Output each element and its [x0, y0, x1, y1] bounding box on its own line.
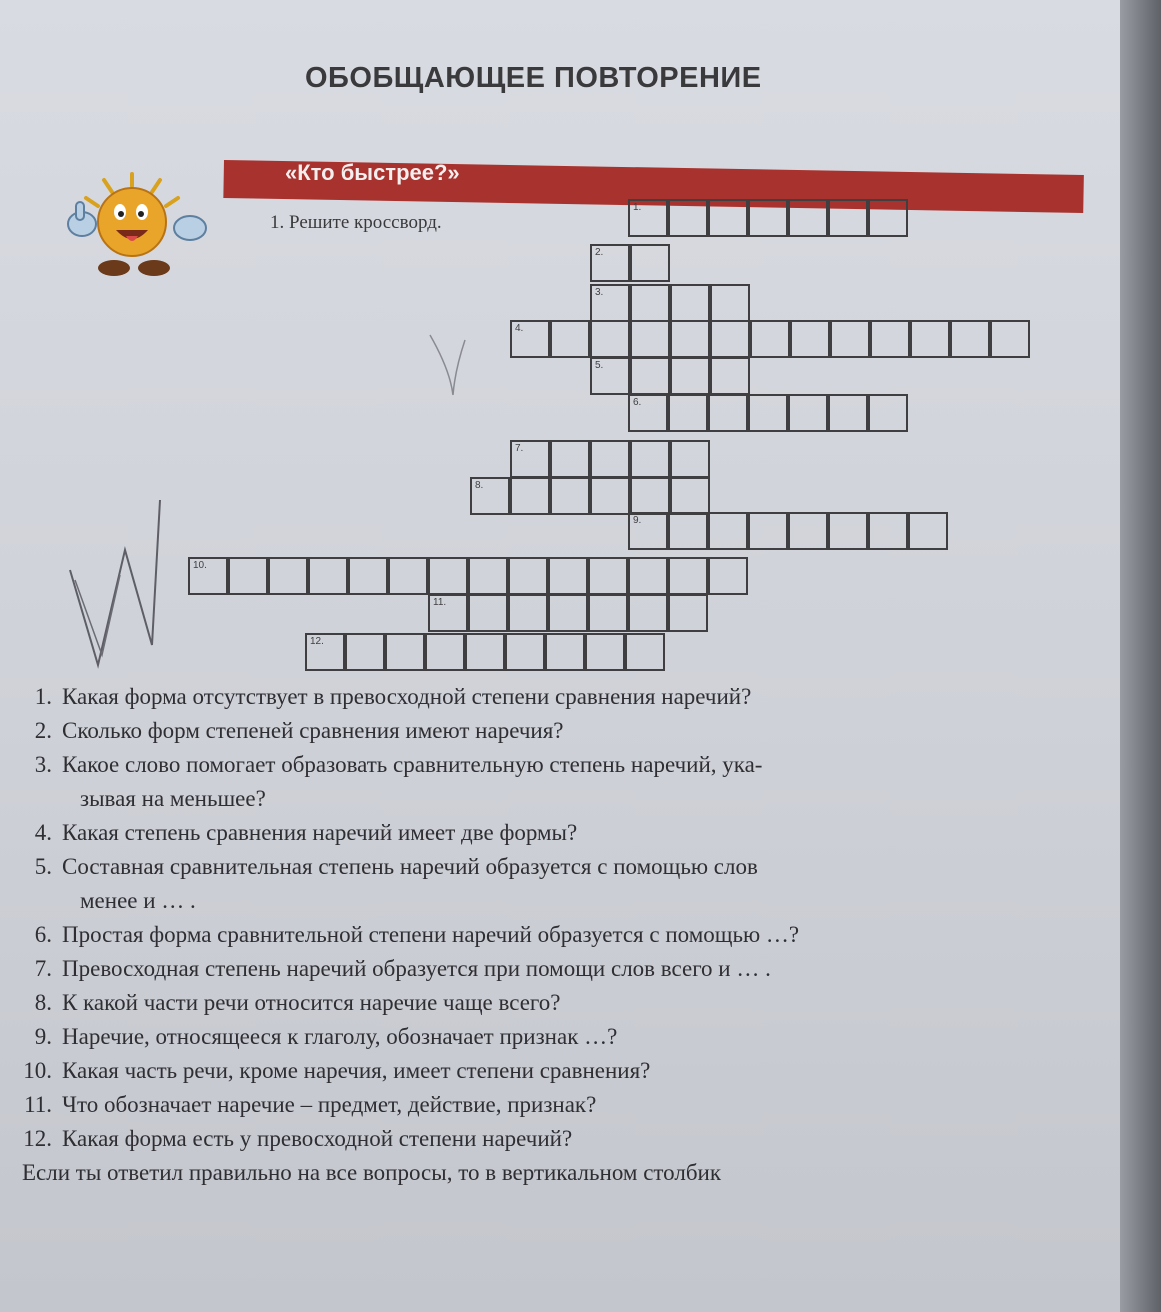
question-3-continued: зывая на меньшее? — [80, 786, 266, 811]
pencil-scribble-icon — [60, 480, 180, 670]
crossword-cell[interactable] — [630, 357, 670, 395]
crossword-cell[interactable] — [708, 394, 748, 432]
crossword-cell[interactable] — [668, 594, 708, 632]
crossword-cell[interactable] — [828, 394, 868, 432]
crossword-cell[interactable] — [468, 557, 508, 595]
crossword-cell[interactable] — [870, 320, 910, 358]
crossword-cell[interactable] — [748, 394, 788, 432]
crossword-cell[interactable] — [505, 633, 545, 671]
crossword-cell[interactable] — [628, 594, 668, 632]
crossword-cell[interactable] — [228, 557, 268, 595]
crossword-cell[interactable] — [908, 512, 948, 550]
crossword-cell-12-start[interactable] — [305, 633, 345, 671]
crossword-cell[interactable] — [465, 633, 505, 671]
crossword-cell[interactable] — [550, 440, 590, 478]
crossword-cell[interactable] — [708, 512, 748, 550]
crossword-cell[interactable] — [710, 357, 750, 395]
crossword-cell[interactable] — [388, 557, 428, 595]
crossword-cell[interactable] — [670, 477, 710, 515]
crossword-cell[interactable] — [550, 477, 590, 515]
crossword-cell[interactable] — [428, 557, 468, 595]
crossword-cell[interactable] — [668, 199, 708, 237]
crossword-cell[interactable] — [548, 594, 588, 632]
crossword-cell[interactable] — [348, 557, 388, 595]
crossword-cell[interactable] — [548, 557, 588, 595]
footer-text: Если ты ответил правильно на все вопросы, то в вертикальном столбик — [22, 1160, 722, 1185]
crossword-cell-9-start[interactable] — [628, 512, 668, 550]
page-edge-shadow — [1120, 0, 1161, 1312]
crossword-cell[interactable] — [708, 557, 748, 595]
crossword-cell-4-start[interactable] — [510, 320, 550, 358]
crossword-cell[interactable] — [425, 633, 465, 671]
crossword-number: 9. — [633, 515, 642, 526]
crossword-cell[interactable] — [710, 320, 750, 358]
crossword-cell[interactable] — [668, 557, 708, 595]
crossword-cell[interactable] — [668, 512, 708, 550]
crossword-cell-3-start[interactable] — [590, 284, 630, 322]
crossword-cell[interactable] — [585, 633, 625, 671]
crossword-number: 2. — [595, 247, 604, 258]
crossword-cell-1-start[interactable] — [628, 199, 668, 237]
crossword-cell[interactable] — [910, 320, 950, 358]
crossword-number: 11. — [433, 597, 447, 608]
crossword-number: 3. — [595, 287, 604, 298]
crossword-cell[interactable] — [868, 512, 908, 550]
crossword-cell[interactable] — [508, 557, 548, 595]
crossword-cell[interactable] — [588, 594, 628, 632]
crossword-cell[interactable] — [308, 557, 348, 595]
question-8: 8. К какой части речи относится наречие чаще всего? — [34, 990, 561, 1015]
crossword-cell[interactable] — [550, 320, 590, 358]
question-4: 4. Какая степень сравнения наречий имеет две формы? — [34, 820, 578, 845]
crossword-cell[interactable] — [868, 394, 908, 432]
question-11: 11. Что обозначает наречие – предмет, действие, признак? — [24, 1092, 597, 1117]
crossword-cell[interactable] — [748, 199, 788, 237]
question-2: 2. Сколько форм степеней сравнения имеют наречия? — [34, 718, 564, 743]
crossword-number: 10. — [193, 560, 207, 571]
crossword-number: 8. — [475, 480, 484, 491]
crossword-cell[interactable] — [830, 320, 870, 358]
crossword-cell[interactable] — [710, 284, 750, 322]
crossword-cell-2-start[interactable] — [590, 244, 630, 282]
crossword-number: 12. — [310, 636, 324, 647]
crossword-cell[interactable] — [268, 557, 308, 595]
crossword-cell[interactable] — [628, 557, 668, 595]
crossword-cell[interactable] — [788, 199, 828, 237]
crossword-cell[interactable] — [788, 394, 828, 432]
question-3: 3. Какое слово помогает образовать сравнительную степень наречий, ука- — [34, 752, 763, 777]
crossword-cell[interactable] — [590, 440, 630, 478]
question-5: 5. Составная сравнительная степень наречий образуется с помощью слов — [34, 854, 758, 879]
question-12: 12. Какая форма есть у превосходной степени наречий? — [23, 1126, 573, 1151]
task-heading: 1. Решите кроссворд. — [270, 212, 442, 233]
question-1: 1. Какая форма отсутствует в превосходной степени сравнения наречий? — [34, 684, 752, 709]
crossword-cell-7-start[interactable] — [510, 440, 550, 478]
crossword-cell[interactable] — [510, 477, 550, 515]
banner-title: «Кто быстрее?» — [285, 160, 460, 185]
question-5-continued: менее и … . — [80, 888, 196, 913]
crossword-cell[interactable] — [630, 244, 670, 282]
crossword-cell[interactable] — [828, 512, 868, 550]
crossword-cell[interactable] — [748, 512, 788, 550]
crossword-cell[interactable] — [630, 320, 670, 358]
crossword-number: 5. — [595, 360, 604, 371]
crossword-cell[interactable] — [630, 284, 670, 322]
crossword-cell[interactable] — [828, 199, 868, 237]
crossword-cell[interactable] — [990, 320, 1030, 358]
crossword-cell[interactable] — [630, 440, 670, 478]
crossword-number: 7. — [515, 443, 524, 454]
crossword-cell[interactable] — [708, 199, 748, 237]
crossword-cell[interactable] — [625, 633, 665, 671]
sun-mascot-icon — [62, 172, 232, 287]
crossword-cell[interactable] — [788, 512, 828, 550]
crossword-cell[interactable] — [588, 557, 628, 595]
crossword-cell[interactable] — [868, 199, 908, 237]
crossword-cell[interactable] — [950, 320, 990, 358]
question-9: 9. Наречие, относящееся к глаголу, обозначает признак …? — [34, 1024, 618, 1049]
crossword-cell[interactable] — [345, 633, 385, 671]
crossword-number: 4. — [515, 323, 524, 334]
question-list — [22, 680, 1120, 1190]
crossword-cell-6-start[interactable] — [628, 394, 668, 432]
crossword-cell-5-start[interactable] — [590, 357, 630, 395]
crossword-cell[interactable] — [670, 357, 710, 395]
crossword-cell[interactable] — [670, 320, 710, 358]
crossword-cell[interactable] — [670, 440, 710, 478]
crossword-cell[interactable] — [468, 594, 508, 632]
crossword-cell[interactable] — [790, 320, 830, 358]
question-7: 7. Превосходная степень наречий образуется при помощи слов всего и … . — [34, 956, 771, 981]
question-6: 6. Простая форма сравнительной степени наречий образуется с помощью …? — [34, 922, 800, 947]
crossword-cell[interactable] — [668, 394, 708, 432]
crossword-cell[interactable] — [670, 284, 710, 322]
crossword-number: 6. — [633, 397, 642, 408]
crossword-cell-11-start[interactable] — [428, 594, 468, 632]
crossword-cell[interactable] — [508, 594, 548, 632]
page-title: ОБОБЩАЮЩЕЕ ПОВТОРЕНИЕ — [305, 62, 762, 94]
crossword-number: 1. — [633, 202, 642, 213]
crossword-cell[interactable] — [590, 477, 630, 515]
crossword-cell[interactable] — [385, 633, 425, 671]
crossword-cell[interactable] — [750, 320, 790, 358]
crossword-cell[interactable] — [630, 477, 670, 515]
crossword-cell[interactable] — [590, 320, 630, 358]
crossword-cell[interactable] — [545, 633, 585, 671]
crossword-cell-10-start[interactable] — [188, 557, 228, 595]
crossword-cell-8-start[interactable] — [470, 477, 510, 515]
pencil-mark-icon — [425, 330, 475, 400]
question-10: 10. Какая часть речи, кроме наречия, имеет степени сравнения? — [23, 1058, 651, 1083]
